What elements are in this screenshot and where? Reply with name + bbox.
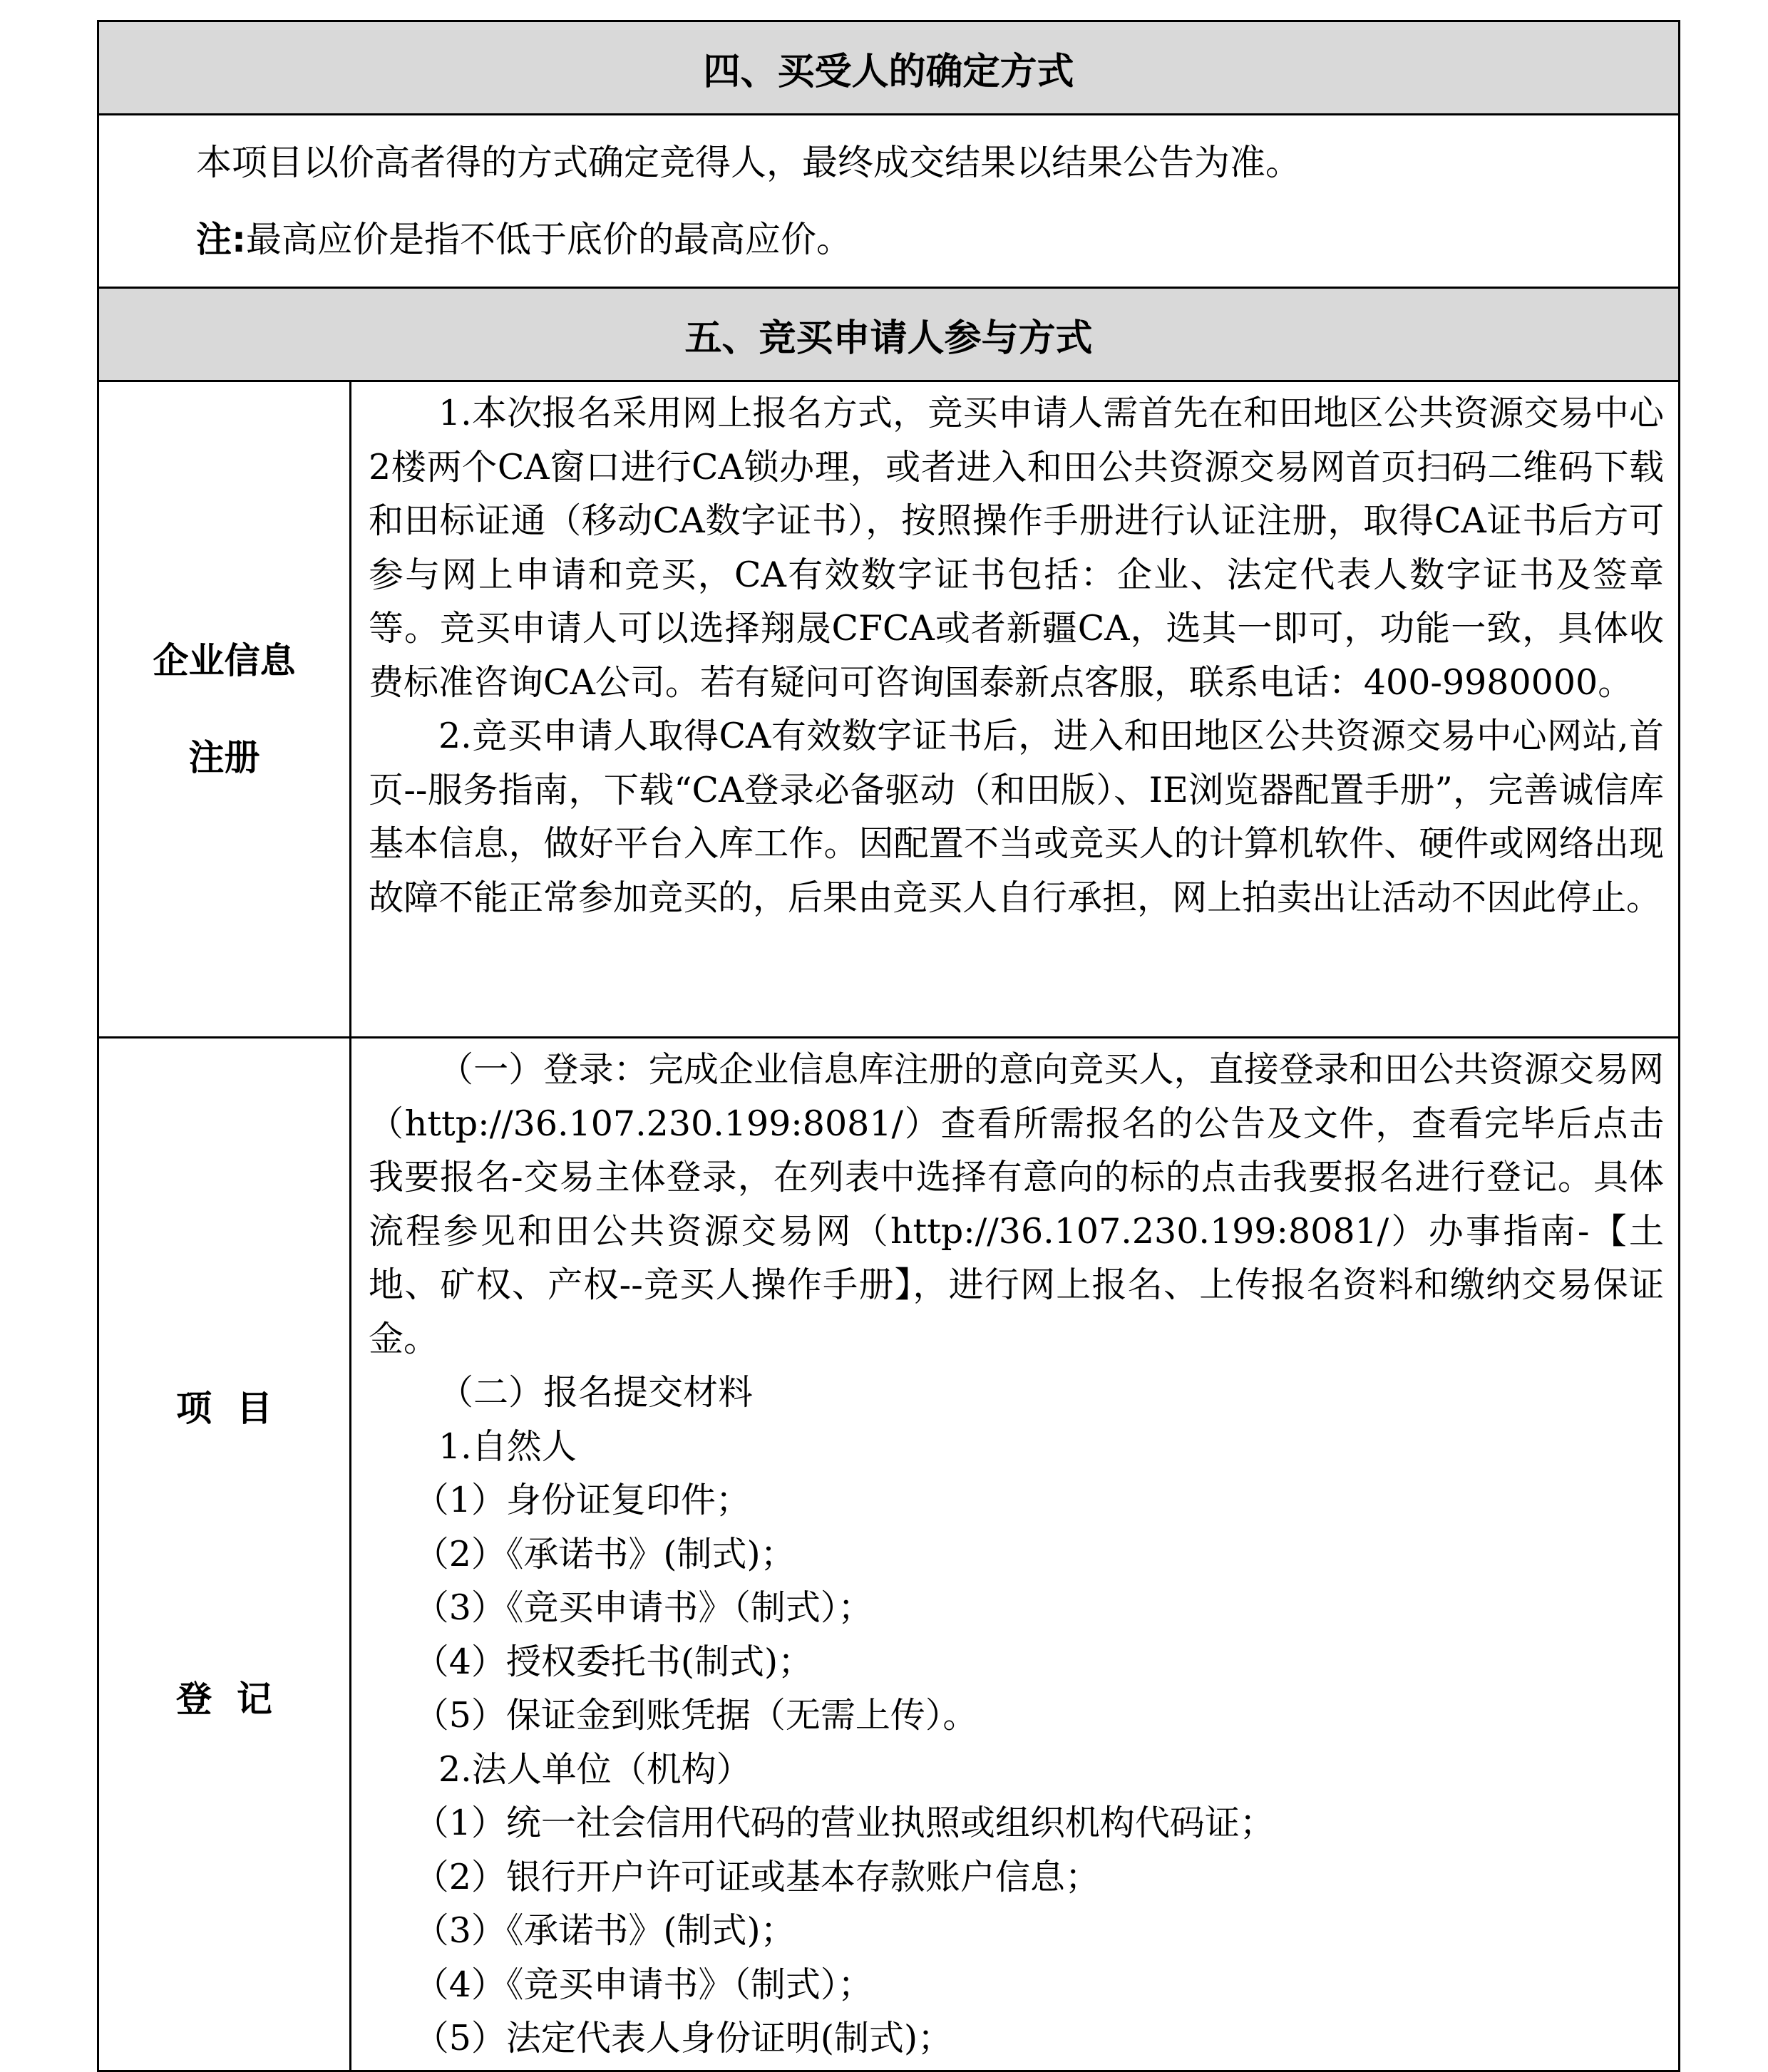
note-line [196, 201, 1678, 278]
project-label-line1: 项 目 [176, 1388, 272, 1430]
list-item: （2）银行开户许可证或基本存款账户信息； [413, 1856, 1100, 1897]
list-item: （4）授权委托书(制式)； [413, 1641, 813, 1682]
project-label-line2: 登 记 [176, 1679, 272, 1721]
login-para: （一）登录：完成企业信息库注册的意向竞买人，直接登录和田公共资源交易网（http://36.107.230.199:8081/）查看所需报名的公告及文件，查看完毕后点击我要报名-交易主体登录，在列表中选择有意向的标的点击我要报名进行登记。具体流程参见和田公共资源交易网（http://36.107.230.199:8081/）办事指南-【土地、矿权、产权--竞买人操作手册】，进行网上报名、上传报名资料和缴纳交易保证金。 [369, 1049, 1665, 1359]
list-item: （2）《承诺书》(制式)； [413, 1533, 796, 1574]
list-item: （1）统一社会信用代码的营业执照或组织机构代码证； [413, 1803, 1275, 1843]
list-item: （5）法定代表人身份证明(制式)； [413, 2018, 953, 2058]
registration-label-line2: 注册 [188, 737, 260, 778]
document-table [97, 20, 1680, 2072]
project-content [351, 1038, 1680, 2071]
list-item: （3）《竞买申请书》（制式）； [413, 1587, 873, 1628]
section-5-header [98, 288, 1680, 381]
determination-method-text: 本项目以价高者得的方式确定竞得人，最终成交结果以结果公告为准。 [196, 142, 1301, 183]
list-item: （5）保证金到账凭据（无需上传）。 [413, 1695, 978, 1736]
legal-entity-title: 2.法人单位（机构） [438, 1748, 751, 1790]
registration-para-2: 2.竞买申请人取得CA有效数字证书后，进入和田地区公共资源交易中心网站,首页--服务指南，下载“CA登录必备驱动（和田版）、IE浏览器配置手册”，完善诚信库基本信息，做好平台入库工作。因配置不当或竞买人的计算机软件、硬件或网络出现故障不能正常参加竞买的，后果由竞买人自行承担，网上拍卖出让活动不因此停止。 [369, 716, 1665, 918]
materials-title: （二）报名提交材料 [438, 1372, 754, 1413]
section-4-title: 四、买受人的确定方式 [703, 50, 1074, 93]
note-text: 最高应价是指不低于底价的最高应价。 [246, 219, 852, 260]
registration-label-cell [98, 381, 351, 1038]
list-item: （3）《承诺书》(制式)； [413, 1910, 796, 1951]
registration-label-line1: 企业信息 [153, 640, 296, 681]
section-4-header [98, 21, 1680, 115]
note-label: 注: [196, 219, 246, 260]
section-5-title: 五、竞买申请人参与方式 [684, 316, 1093, 360]
registration-content [351, 381, 1680, 1038]
section-4-body [98, 115, 1680, 288]
registration-para-1: 1.本次报名采用网上报名方式，竞买申请人需首先在和田地区公共资源交易中心2楼两个CA窗口进行CA锁办理，或者进入和田公共资源交易网首页扫码二维码下载和田标证通（移动CA数字证书），按照操作手册进行认证注册，取得CA证书后方可参与网上申请和竞买，CA有效数字证书包括：企业、法定代表人数字证书及签章等。竞买申请人可以选择翔晟CFCA或者新疆CA，选其一即可，功能一致，具体收费标准咨询CA公司。若有疑问可咨询国泰新点客服，联系电话：400-9980000。 [369, 393, 1665, 703]
list-item: （4）《竞买申请书》（制式）； [413, 1964, 873, 2005]
project-label-cell [98, 1038, 351, 2071]
list-item: （1）身份证复印件； [413, 1480, 751, 1520]
natural-person-title: 1.自然人 [438, 1426, 577, 1467]
